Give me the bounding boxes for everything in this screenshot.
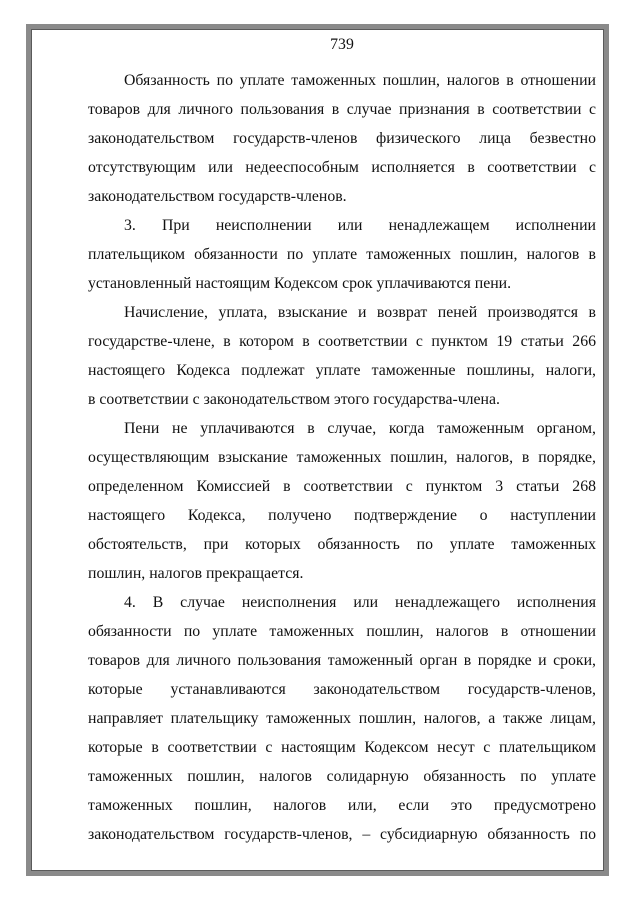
text-line: обязанности по уплате таможенных пошлин, налогов в отношении [88, 623, 596, 640]
text-line: Пени не уплачиваются в случае, когда таможенным органом, [124, 420, 596, 437]
page-number: 739 [330, 36, 354, 53]
paragraph [88, 588, 596, 849]
text-line: настоящего Кодекса, получено подтверждение о наступлении [88, 507, 596, 524]
text-line: которые устанавливаются законодательством государств-членов, [88, 681, 596, 698]
paragraph [88, 414, 596, 588]
text-line: установленный настоящим Кодексом срок уплачиваются пени. [88, 275, 512, 292]
text-line: Начисление, уплата, взыскание и возврат пеней производятся в [124, 304, 596, 321]
text-line: обстоятельств, при которых обязанность по уплате таможенных [88, 536, 596, 553]
paragraph [88, 298, 596, 414]
text-line: Обязанность по уплате таможенных пошлин, налогов в отношении [124, 72, 596, 89]
text-line: определенном Комиссией в соответствии с пунктом 3 статьи 268 [88, 478, 596, 495]
text-line: которые в соответствии с настоящим Кодексом несут с плательщиком [88, 739, 596, 756]
text-line: 3. При неисполнении или ненадлежащем исполнении [124, 217, 596, 234]
text-line: законодательством государств-членов, – субсидиарную обязанность по [88, 826, 596, 843]
document-page [88, 30, 596, 849]
text-line: 4. В случае неисполнения или ненадлежащего исполнения [124, 594, 596, 611]
text-line: таможенных пошлин, налогов или, если это предусмотрено [88, 797, 596, 814]
text-line: в соответствии с законодательством этого государства-члена. [88, 391, 500, 408]
text-line: отсутствующим или недееспособным исполняется в соответствии с [88, 159, 596, 176]
text-line: настоящего Кодекса подлежат уплате таможенные пошлины, налоги, [88, 362, 596, 379]
text-line: законодательством государств-членов физического лица безвестно [88, 130, 596, 147]
text-line: товаров для личного пользования таможенный орган в порядке и сроки, [88, 652, 596, 669]
text-line: таможенных пошлин, налогов солидарную обязанность по уплате [88, 768, 596, 785]
document-body [88, 66, 596, 849]
text-line: плательщиком обязанности по уплате таможенных пошлин, налогов в [88, 246, 596, 263]
paragraph [88, 211, 596, 298]
text-line: товаров для личного пользования в случае признания в соответствии с [88, 101, 596, 118]
text-line: направляет плательщику таможенных пошлин, налогов, а также лицам, [88, 710, 596, 727]
paragraph [88, 66, 596, 211]
text-line: пошлин, налогов прекращается. [88, 565, 304, 582]
text-line: государстве-члене, в котором в соответствии с пунктом 19 статьи 266 [88, 333, 596, 350]
text-line: осуществляющим взыскание таможенных пошлин, налогов, в порядке, [88, 449, 596, 466]
text-line: законодательством государств-членов. [88, 188, 347, 205]
